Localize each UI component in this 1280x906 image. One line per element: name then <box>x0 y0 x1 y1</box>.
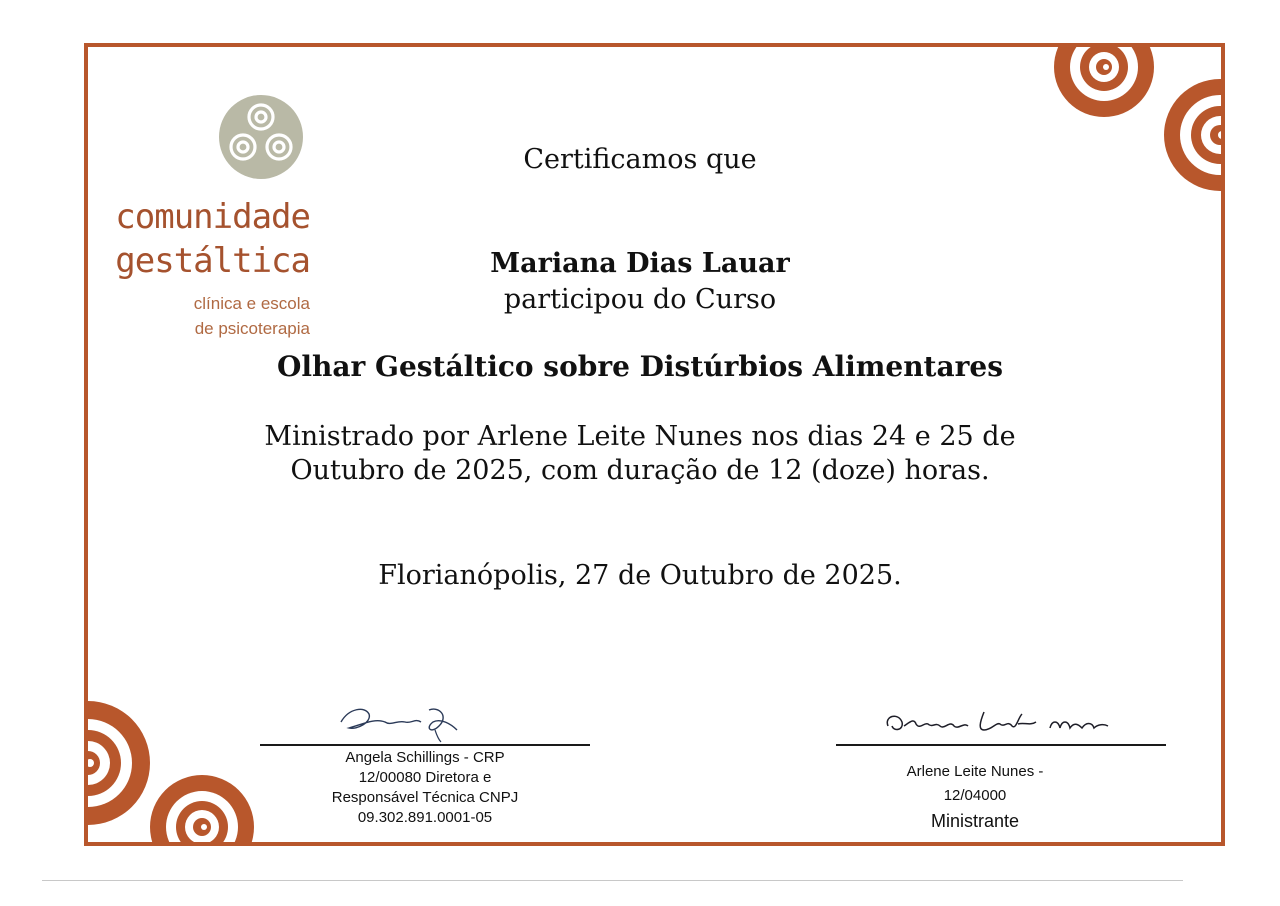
right-signatory-role: Ministrante <box>930 811 1020 831</box>
right-signatory-line-2: 12/04000 <box>943 787 1007 804</box>
right-signature-line <box>836 744 1166 746</box>
left-signature-line <box>260 744 590 746</box>
participation-text: participou do Curso <box>503 284 777 315</box>
right-signatory-block <box>850 760 1100 834</box>
bottom-left-spiral-decoration <box>84 677 278 846</box>
certificate-intro: Certificamos que <box>523 144 757 175</box>
place-and-date: Florianópolis, 27 de Outubro de 2025. <box>378 560 902 591</box>
recipient-name: Mariana Dias Lauar <box>490 248 790 279</box>
left-handwritten-signature <box>335 700 465 744</box>
top-right-spiral-decoration <box>1038 43 1225 207</box>
right-signatory-line-1: Arlene Leite Nunes - <box>906 763 1044 780</box>
right-handwritten-signature <box>880 700 1120 742</box>
logo-title-line-2: gestáltica <box>115 241 310 281</box>
left-signatory-line-1: Angela Schillings - CRP <box>345 749 505 766</box>
course-title: Olhar Gestáltico sobre Distúrbios Alimentares <box>277 350 1003 383</box>
left-signatory-line-4: 09.302.891.0001-05 <box>357 809 493 826</box>
logo-subtitle-line-2: de psicoterapia <box>194 319 310 338</box>
logo-title-line-1: comunidade <box>115 197 310 237</box>
logo-subtitle-line-1: clínica e escola <box>193 294 310 313</box>
page-divider <box>42 880 1183 881</box>
left-signatory-block <box>300 748 550 828</box>
left-signatory-line-2: 12/00080 Diretora e <box>358 769 492 786</box>
course-details-line-1: Ministrado por Arlene Leite Nunes nos dias 24 e 25 de <box>264 421 1016 452</box>
course-details-line-2: Outubro de 2025, com duração de 12 (doze) horas. <box>290 455 990 486</box>
left-signatory-line-3: Responsável Técnica CNPJ <box>331 789 519 806</box>
